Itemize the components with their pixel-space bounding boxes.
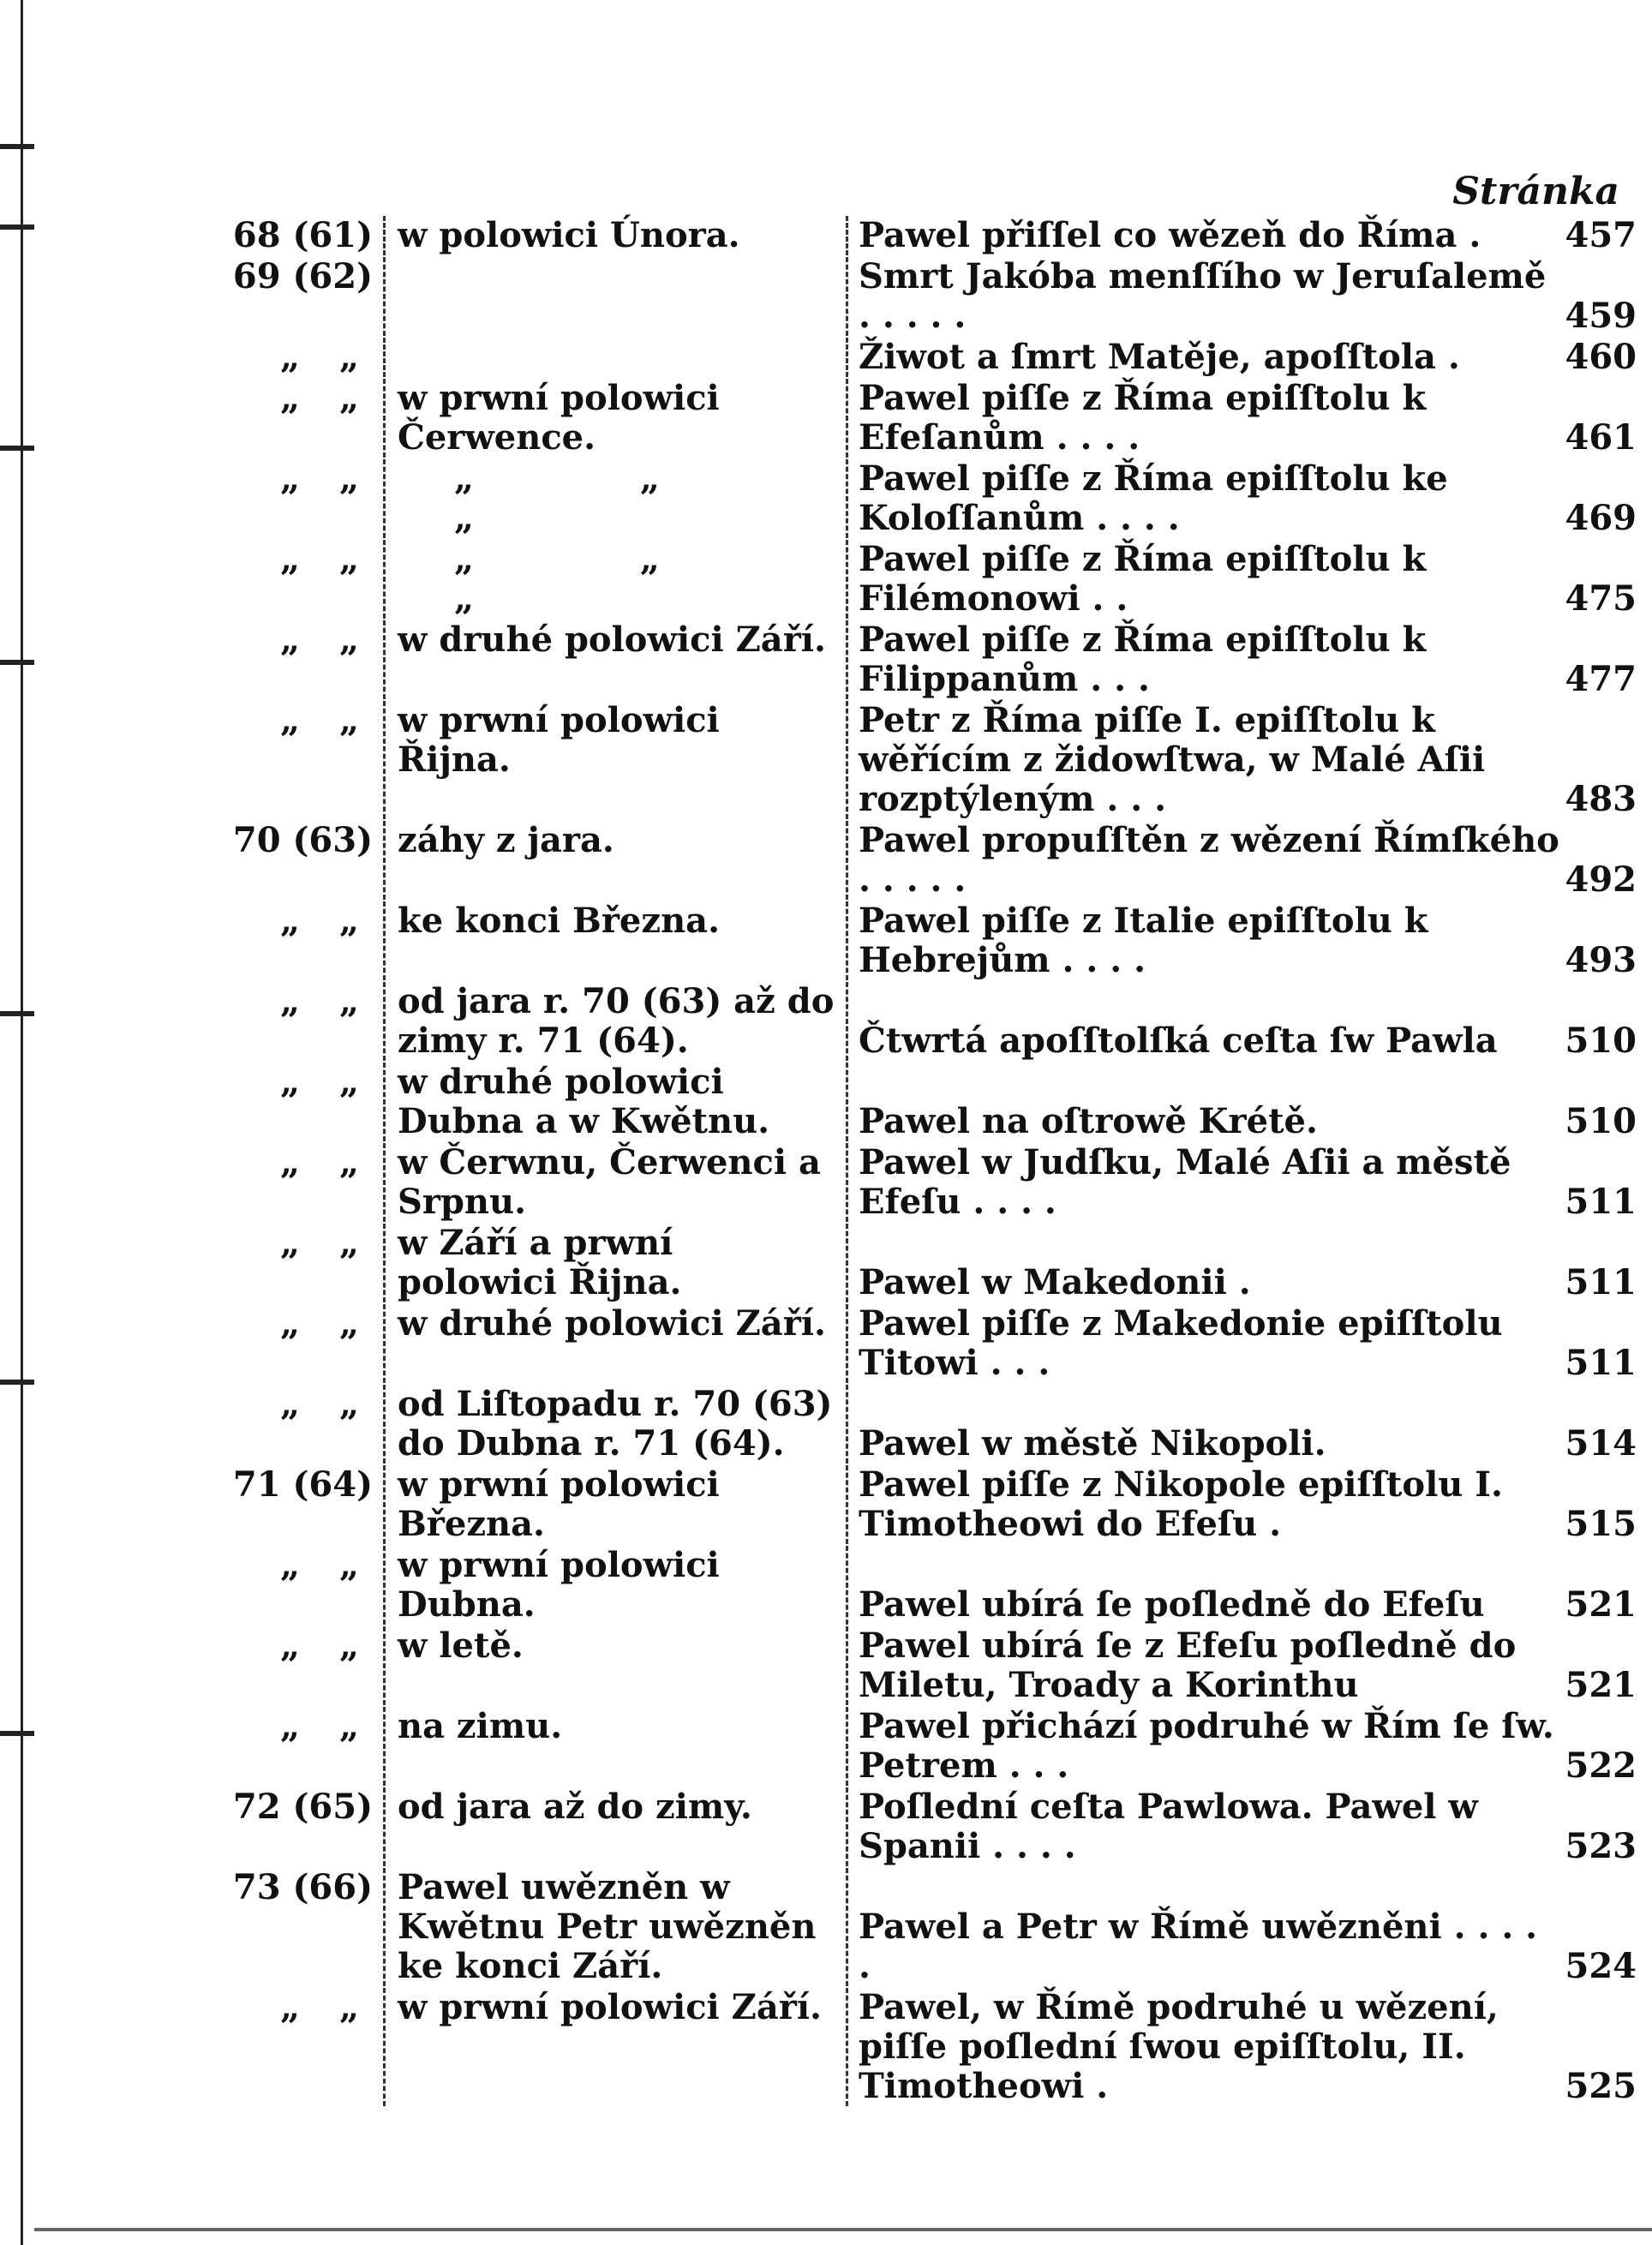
table-row <box>231 216 1637 255</box>
page-number: 521 <box>1565 1584 1637 1625</box>
event-text: Pawel, w Římě podruhé u wězení, piſſe poſlední ſwou epiſſtolu, II. Timotheowi . <box>859 1987 1499 2106</box>
table-row <box>231 459 1637 538</box>
event-cell <box>848 257 1637 336</box>
page-number: 469 <box>1565 498 1637 538</box>
event-text: Pawel w městě Nikopoli. <box>859 1423 1326 1464</box>
binding-tick <box>0 1731 34 1736</box>
table-row <box>231 1385 1637 1464</box>
period-cell: „ „ „ <box>386 459 848 538</box>
page-number: 510 <box>1565 1021 1637 1061</box>
event-text: Čtwrtá apoſſtolſká ceſta ſw Pawla <box>859 1021 1498 1061</box>
period-cell: záhy z jara. <box>386 821 848 900</box>
table-row <box>231 257 1637 336</box>
table-row <box>231 1626 1637 1705</box>
binding-line <box>21 0 23 2245</box>
page-number: 511 <box>1565 1262 1637 1302</box>
year-cell: „ „ <box>231 1304 386 1383</box>
event-cell <box>848 1988 1637 2106</box>
event-cell <box>848 379 1637 458</box>
year-cell: „ „ <box>231 338 386 377</box>
event-text: Pawel propuſſtěn z wězení Římſkého . . . . . <box>859 820 1559 900</box>
event-text: Pawel ubírá ſe z Efeſu poſledně do Miletu, Troady a Korinthu <box>859 1625 1517 1705</box>
event-cell <box>848 821 1637 900</box>
year-cell: 73 (66) <box>231 1868 386 1986</box>
year-cell: 72 (65) <box>231 1787 386 1866</box>
page-number: 477 <box>1565 659 1637 699</box>
year-cell: „ „ <box>231 1626 386 1705</box>
event-cell <box>848 1465 1637 1544</box>
table-row <box>231 1868 1637 1986</box>
page-number: 492 <box>1565 859 1637 900</box>
event-cell <box>848 1385 1637 1464</box>
table-row <box>231 1988 1637 2106</box>
page-number: 523 <box>1565 1826 1637 1866</box>
event-cell <box>848 1707 1637 1786</box>
table-row <box>231 1143 1637 1222</box>
event-text: Pawel piſſe z Říma epiſſtolu k Filémonowi . . <box>859 539 1427 619</box>
table-row <box>231 379 1637 458</box>
page-number: 483 <box>1565 779 1637 819</box>
year-cell: „ „ <box>231 459 386 538</box>
table-row <box>231 821 1637 900</box>
year-cell: 70 (63) <box>231 821 386 900</box>
table-row <box>231 338 1637 377</box>
event-text: Pawel a Petr w Římě uwězněni . . . . . <box>859 1907 1538 1986</box>
year-cell: 71 (64) <box>231 1465 386 1544</box>
period-cell: w druhé polowici Září. <box>386 620 848 699</box>
table-row <box>231 540 1637 619</box>
period-cell: w prwní polowici Září. <box>386 1988 848 2106</box>
event-text: Petr z Říma piſſe I. epiſſtolu k wěřícím z židowſtwa, w Malé Aſii rozptýleným . . . <box>859 700 1486 819</box>
event-cell <box>848 540 1637 619</box>
year-cell: „ „ <box>231 620 386 699</box>
year-cell: „ „ <box>231 1385 386 1464</box>
page-number: 493 <box>1565 940 1637 980</box>
bottom-rule <box>34 2228 1652 2231</box>
event-cell <box>848 459 1637 538</box>
period-cell: w druhé polowici Září. <box>386 1304 848 1383</box>
page-number: 522 <box>1565 1745 1637 1786</box>
event-cell <box>848 1224 1637 1302</box>
period-cell: na zimu. <box>386 1707 848 1786</box>
table-row <box>231 1465 1637 1544</box>
event-cell <box>848 1304 1637 1383</box>
event-cell <box>848 1546 1637 1625</box>
page-number: 521 <box>1565 1665 1637 1705</box>
binding-tick <box>0 446 34 451</box>
binding-tick <box>0 1380 34 1385</box>
event-cell <box>848 1143 1637 1222</box>
page-number: 524 <box>1565 1946 1637 1986</box>
event-cell <box>848 216 1637 255</box>
page-number: 511 <box>1565 1182 1637 1222</box>
period-cell <box>386 338 848 377</box>
table-row <box>231 1546 1637 1625</box>
event-text: Pawel piſſe z Říma epiſſtolu k Efeſanům . . . . <box>859 378 1427 458</box>
binding-tick <box>0 1011 34 1016</box>
year-cell: „ „ <box>231 1988 386 2106</box>
period-cell: w druhé polowici Dubna a w Kwětnu. <box>386 1063 848 1141</box>
table-row <box>231 701 1637 819</box>
event-cell <box>848 1868 1637 1986</box>
period-cell: w prwní polowici Čerwence. <box>386 379 848 458</box>
table-row <box>231 1304 1637 1383</box>
page-column-header: Stránka <box>1452 170 1619 213</box>
table-row <box>231 901 1637 980</box>
page-number: 525 <box>1565 2066 1637 2106</box>
page-number: 515 <box>1565 1504 1637 1544</box>
period-cell: od jara až do zimy. <box>386 1787 848 1866</box>
table-row <box>231 1707 1637 1786</box>
period-cell: ke konci Března. <box>386 901 848 980</box>
event-text: Pawel w Judſku, Malé Aſii a městě Efeſu . . . . <box>859 1142 1511 1222</box>
event-cell <box>848 620 1637 699</box>
page-number: 511 <box>1565 1343 1637 1383</box>
event-text: Pawel přiſſel co wězeň do Říma . <box>859 215 1481 255</box>
year-cell: „ „ <box>231 1224 386 1302</box>
period-cell: od Liſtopadu r. 70 (63) do Dubna r. 71 (64). <box>386 1385 848 1464</box>
binding-tick <box>0 660 34 665</box>
page-number: 459 <box>1565 296 1637 336</box>
event-cell <box>848 701 1637 819</box>
event-text: Pawel na oſtrowě Krétě. <box>859 1101 1318 1141</box>
binding-tick <box>0 224 34 230</box>
page-number: 457 <box>1565 215 1637 255</box>
page-number: 510 <box>1565 1101 1637 1141</box>
table-row <box>231 1224 1637 1302</box>
event-text: Pawel w Makedonii . <box>859 1262 1251 1302</box>
event-text: Pawel přichází podruhé w Řím ſe ſw. Petrem . . . <box>859 1706 1554 1786</box>
period-cell: w prwní polowici Března. <box>386 1465 848 1544</box>
period-cell <box>386 257 848 336</box>
page-number: 461 <box>1565 417 1637 458</box>
chronology-table <box>231 216 1637 2108</box>
period-cell: „ „ „ <box>386 540 848 619</box>
page-number: 514 <box>1565 1423 1637 1464</box>
event-text: Pawel piſſe z Italie epiſſtolu k Hebrejům . . . . <box>859 901 1428 980</box>
event-cell <box>848 982 1637 1061</box>
period-cell: w letě. <box>386 1626 848 1705</box>
table-row <box>231 1787 1637 1866</box>
page-number: 460 <box>1565 337 1637 377</box>
event-text: Pawel piſſe z Říma epiſſtolu ke Koloſſanům . . . . <box>859 458 1448 538</box>
year-cell: „ „ <box>231 982 386 1061</box>
table-row <box>231 620 1637 699</box>
event-text: Pawel piſſe z Makedonie epiſſtolu Titowi . . . <box>859 1303 1503 1383</box>
event-text: Pawel ubírá ſe poſledně do Efeſu <box>859 1584 1485 1625</box>
year-cell: „ „ <box>231 1063 386 1141</box>
event-cell <box>848 1626 1637 1705</box>
year-cell: „ „ <box>231 901 386 980</box>
event-text: Žiwot a ſmrt Matěje, apoſſtola . <box>859 337 1460 377</box>
year-cell: „ „ <box>231 379 386 458</box>
event-cell <box>848 901 1637 980</box>
period-cell: w Září a prwní polowici Řijna. <box>386 1224 848 1302</box>
binding-tick <box>0 144 34 149</box>
year-cell: „ „ <box>231 701 386 819</box>
year-cell: „ „ <box>231 1546 386 1625</box>
binding-edge <box>0 0 34 2245</box>
page-number: 475 <box>1565 578 1637 619</box>
event-text: Smrt Jakóba menſſího w Jeruſalemě . . . . . <box>859 256 1547 336</box>
period-cell: w Čerwnu, Čerwenci a Srpnu. <box>386 1143 848 1222</box>
event-cell <box>848 1787 1637 1866</box>
table-row <box>231 982 1637 1061</box>
period-cell: w prwní polowici Řijna. <box>386 701 848 819</box>
event-cell <box>848 338 1637 377</box>
event-cell <box>848 1063 1637 1141</box>
year-cell: 69 (62) <box>231 257 386 336</box>
year-cell: 68 (61) <box>231 216 386 255</box>
year-cell: „ „ <box>231 540 386 619</box>
event-text: Pawel piſſe z Říma epiſſtolu k Filippanům . . . <box>859 620 1427 699</box>
period-cell: w prwní polowici Dubna. <box>386 1546 848 1625</box>
event-text: Pawel piſſe z Nikopole epiſſtolu I. Timotheowi do Efeſu . <box>859 1464 1503 1544</box>
year-cell: „ „ <box>231 1143 386 1222</box>
event-text: Poſlední ceſta Pawlowa. Pawel w Spanii . . . . <box>859 1787 1478 1866</box>
year-cell: „ „ <box>231 1707 386 1786</box>
period-cell: Pawel uwězněn w Kwětnu Petr uwězněn ke konci Září. <box>386 1868 848 1986</box>
table-row <box>231 1063 1637 1141</box>
period-cell: w polowici Února. <box>386 216 848 255</box>
period-cell: od jara r. 70 (63) až do zimy r. 71 (64). <box>386 982 848 1061</box>
